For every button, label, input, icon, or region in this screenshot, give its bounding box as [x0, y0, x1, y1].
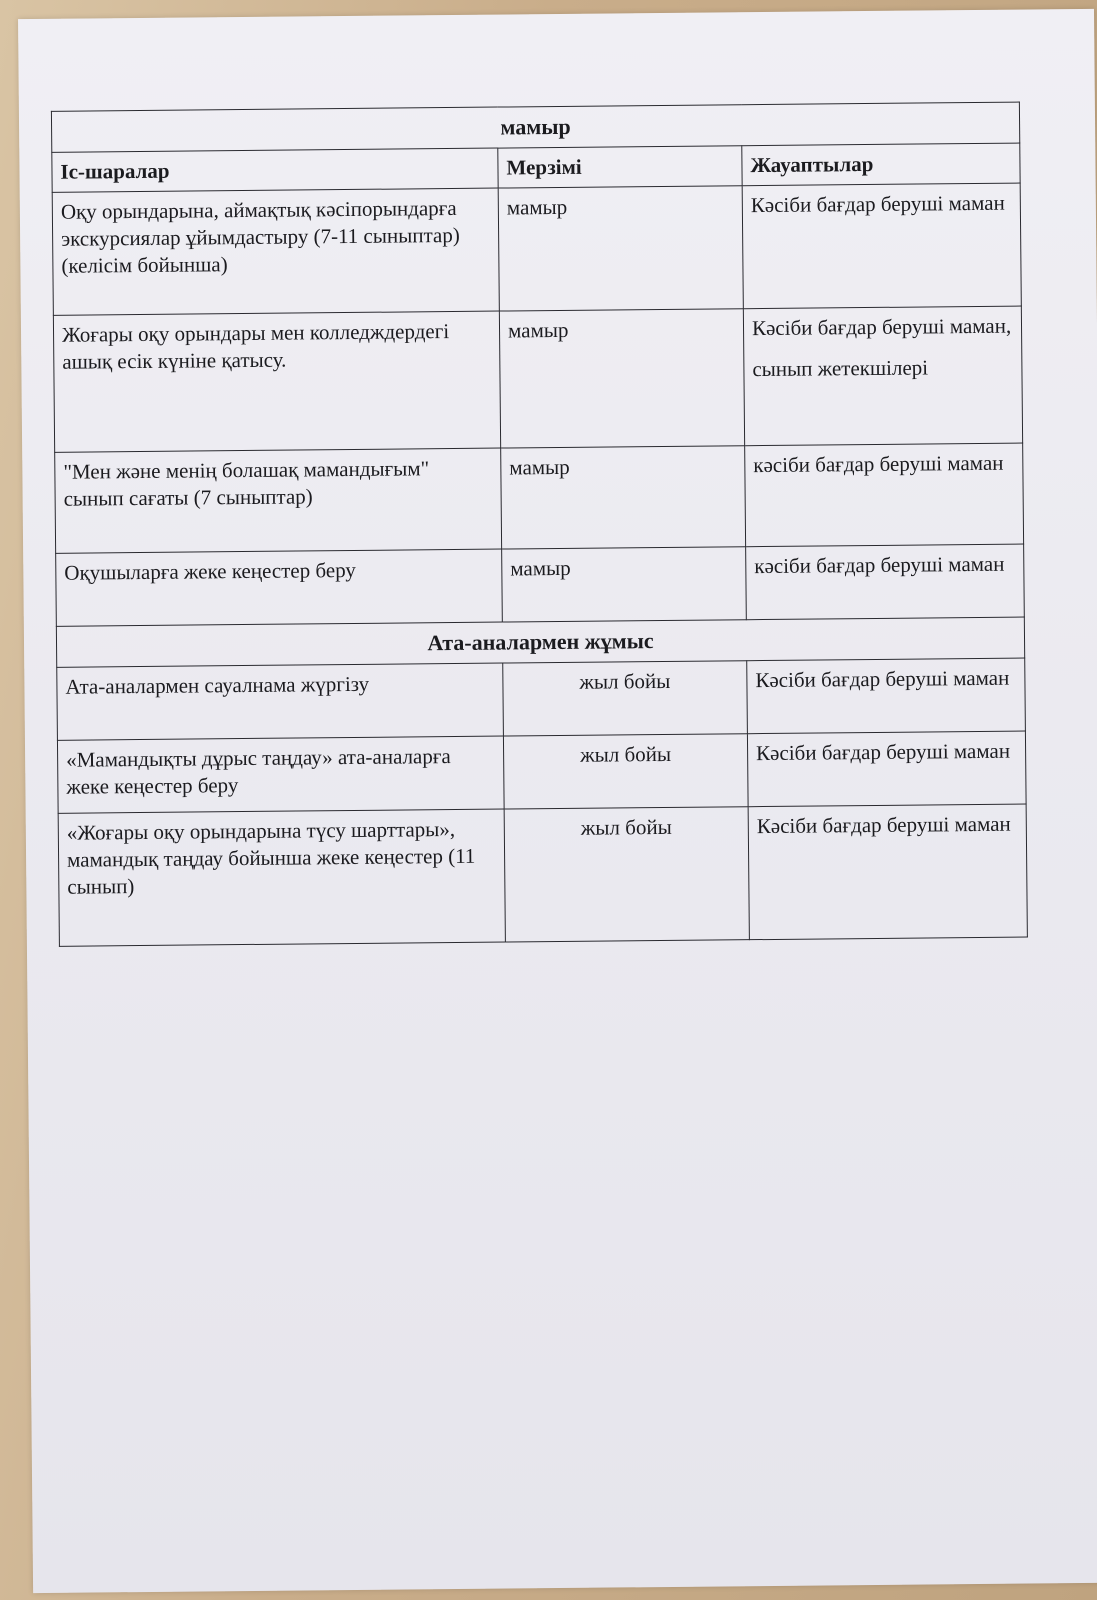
responsible-text: Кәсіби бағдар беруші маман [750, 190, 1005, 218]
responsible-text: кәсіби бағдар беруші маман [753, 450, 1004, 478]
responsible-cell [748, 804, 1027, 940]
table-row [52, 183, 1021, 315]
activity-cell: «Жоғары оқу орындарына түсу шарттары», мамандық таңдау бойынша жеке кеңестер (11 сынып) [58, 809, 505, 946]
responsible-text: сынып жетекшілері [752, 355, 929, 382]
responsible-text: Кәсіби бағдар беруші маман [755, 738, 1011, 766]
paper-sheet [18, 9, 1097, 1593]
section-title-may: мамыр [51, 102, 1019, 152]
responsible-cell [745, 443, 1024, 547]
table-row [56, 544, 1025, 626]
activity-cell: Ата-аналармен сауалнама жүргізу [57, 663, 504, 740]
header-responsible: Жауаптылар [742, 143, 1020, 186]
table-row [53, 306, 1022, 452]
activity-cell: "Мен және менің болашақ мамандығым" сынып сағаты (7 сыныптар) [55, 448, 502, 553]
activity-cell: Оқу орындарына, аймақтық кәсіпорындарға экскурсиялар ұйымдастыру (7-11 сыныптар) (келісім бойынша) [52, 188, 499, 315]
header-deadline: Мерзімі [498, 146, 742, 188]
responsible-text: Кәсіби бағдар беруші маман, [751, 313, 1012, 341]
header-activities: Іс-шаралар [52, 148, 498, 192]
deadline-cell: мамыр [502, 547, 747, 622]
activity-cell: Оқушыларға жеке кеңестер беру [56, 549, 503, 626]
table-row [55, 443, 1024, 553]
responsible-cell [747, 731, 1026, 807]
deadline-cell: мамыр [498, 186, 743, 311]
plan-table [51, 102, 1028, 947]
activity-cell: «Мамандықты дұрыс таңдау» ата-аналарға жеке кеңестер беру [57, 736, 504, 813]
responsible-cell [742, 183, 1021, 309]
responsible-cell [743, 306, 1022, 446]
deadline-cell: жыл бойы [503, 661, 748, 736]
responsible-text: Кәсіби бағдар беруші маман [756, 811, 1011, 839]
responsible-cell [746, 544, 1025, 620]
activity-cell: Жоғары оқу орындары мен колледждердегі ашық есік күніне қатысу. [53, 311, 500, 452]
responsible-text: Кәсіби бағдар беруші маман [755, 665, 1010, 693]
deadline-cell: мамыр [501, 446, 746, 549]
table-row [57, 731, 1026, 813]
section-title-parents: Ата-аналармен жұмыс [56, 617, 1024, 667]
deadline-cell: жыл бойы [503, 734, 748, 809]
responsible-cell [747, 658, 1026, 734]
deadline-cell: жыл бойы [504, 807, 749, 942]
responsible-text: кәсіби бағдар беруші маман [754, 551, 1005, 579]
table-row [58, 804, 1027, 946]
table-row [57, 658, 1026, 740]
deadline-cell: мамыр [499, 309, 744, 448]
